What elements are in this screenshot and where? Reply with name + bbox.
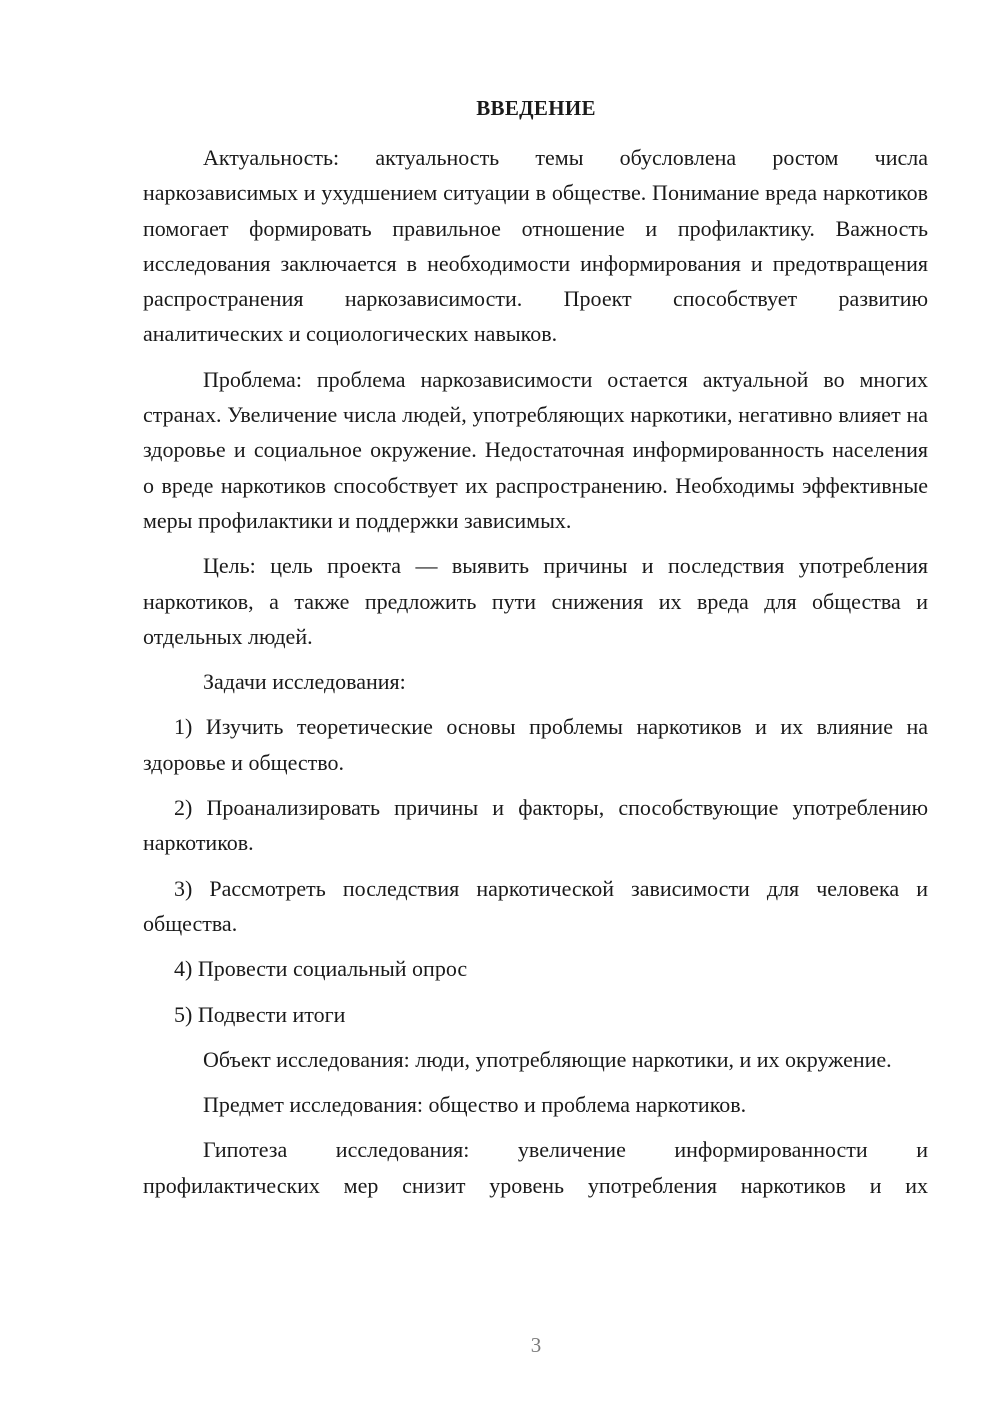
task-item-4: 4) Провести социальный опрос [174,956,468,982]
paragraph-subject: Предмет исследования: общество и проблема наркотиков. [203,1092,747,1118]
task-item-1: 1) Изучить теоретические основы проблемы наркотиков и их влияние на здоровье и общество. [143,714,928,775]
task-item-2: 2) Проанализировать причины и факторы, способствующие употреблению наркотиков. [143,795,928,856]
document-body [143,140,928,1213]
task-item-3: 3) Рассмотреть последствия наркотической зависимости для человека и общества. [143,875,928,936]
paragraph-problem: Проблема: проблема наркозависимости остается актуальной во многих странах. Увеличение числа людей, употребляющих наркотики, негативно влияет на здоровье и социальное окружение. Недостаточная информированность населения о вреде наркотиков способствует их распространению. Необходимы эффективные меры профилактики и поддержки зависимых. [143,366,928,533]
paragraph-goal: Цель: цель проекта — выявить причины и последствия употребления наркотиков, а также предложить пути снижения их вреда для общества и отдельных людей. [143,553,928,649]
page-number: 3 [530,1333,542,1357]
section-title: ВВЕДЕНИЕ [476,96,596,120]
paragraph-hypothesis: Гипотеза исследования: увеличение информированности и профилактических мер снизит уровень употребления наркотиков и их [143,1137,928,1198]
paragraph-relevance: Актуальность: актуальность темы обусловлена ростом числа наркозависимых и ухудшением ситуации в обществе. Понимание вреда наркотиков помогает формировать правильное отношение и профилактику. Важность исследования заключается в необходимости информирования и предотвращения распространения наркозависимости. Проект способствует развитию аналитических и социологических навыков. [143,145,928,347]
paragraph-tasks-heading: Задачи исследования: [203,669,406,695]
paragraph-object: Объект исследования: люди, употребляющие наркотики, и их окружение. [203,1046,892,1072]
task-item-5: 5) Подвести итоги [174,1001,346,1027]
